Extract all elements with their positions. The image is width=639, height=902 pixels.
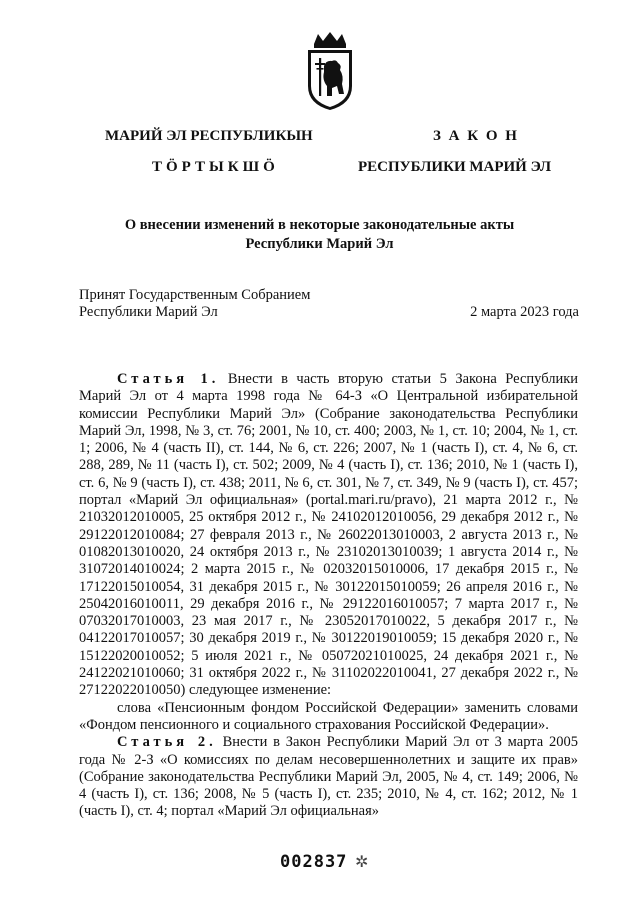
header-right-line2: РЕСПУБЛИКИ МАРИЙ ЭЛ [358, 159, 552, 175]
header-right-line1: З А К О Н [433, 128, 519, 144]
footer-mark: ✲ [355, 854, 369, 871]
article-1-text: Внести в часть вторую статьи 5 Закона Республики Марий Эл от 4 марта 1998 года № 64-З «О Центральной избирательной комиссии Республики Марий Эл» (Собрание законодательства Республики Марий Эл, 1998, № 3, ст. 76; 2001, № 10, ст. 400; 2003, № 1, ст. 10; 2004, № 1, ст. 1; 2006, № 4 (часть II), ст. 144, № 6, ст. 226; 2007, № 1 (часть I), ст. 4, № 6, ст. 288, 289, № 11 (часть I), ст. 502; 2009, № 4 (часть I), ст. 136; 2010, № 1 (часть I), ст. 6, № 9 (часть I), ст. 438; 2011, № 6, ст. 301, № 7, ст. 349, № 9 (часть I), ст. 457; портал «Марий Эл официальная» (portal.mari.ru/pravo), 21 марта 2012 г., № 21032012010005, 25 октября 2012 г., № 24102012010056, 29 декабря 2012 г., № 29122012010084; 27 февраля 2013 г., № 26022013010003, 2 августа 2013 г., № 01082013010020, 24 октября 2013 г., № 23102013010039; 1 августа 2014 г., № 31072014010024; 2 марта 2015 г., № 02032015010006, 17 декабря 2015 г., № 17122015010054, 31 декабря 2015 г., № 30122015010059; 26 апреля 2016 г., № 25042016010011, 29 декабря 2016 г., № 29122016010057; 7 марта 2017 г., № 07032017010003, 23 мая 2017 г., № 23052017010022, 5 декабря 2017 г., № 04122017010057; 30 декабря 2019 г., № 30122019010059; 15 декабря 2020 г., № 15122020010052; 5 июля 2021 г., № 05072021010025, 24 декабря 2021 г., № 24122021010060; 31 октября 2022 г., № 31102022010041, 27 декабря 2022 г., № 27122022010050) следующее изменение: [79, 371, 579, 699]
adopted-line2: Республики Марий Эл [79, 304, 218, 320]
adoption-block [79, 287, 579, 321]
serial-number: 002837 [280, 852, 348, 872]
article-1-change: слова «Пенсионным фондом Российской Федерации» заменить словами «Фондом пенсионного и социального страхования Российской Федерации». [79, 699, 578, 733]
adoption-date: 2 марта 2023 года [470, 304, 579, 320]
adopted-line1: Принят Государственным Собранием [79, 287, 311, 303]
article-1 [79, 371, 578, 700]
law-body [79, 371, 578, 821]
header-left-line1: МАРИЙ ЭЛ РЕСПУБЛИКЫН [105, 128, 313, 144]
article-2-label: Статья 2. [117, 734, 217, 751]
article-1-label: Статья 1. [117, 371, 220, 387]
article-2 [79, 734, 578, 820]
header-left-line2: ТӦРТЫКШӦ [152, 159, 279, 175]
law-title-line1: О внесении изменений в некоторые законодательные акты [124, 217, 515, 233]
coat-of-arms-emblem [302, 30, 358, 112]
law-title-line2: Республики Марий Эл [245, 236, 394, 252]
article-2-text: Внести в Закон Республики Марий Эл от 3 марта 2005 года № 2-З «О комиссиях по делам несовершеннолетних и защите их прав» (Собрание законодательства Республики Марий Эл, 2005, № 4, ст. 149; 2006, № 4 (часть I), ст. 136; 2008, № 5 (часть I), ст. 235; 2010, № 4, ст. 162; 2012, № 1 (часть I), ст. 4; портал «Марий Эл официальная» [79, 734, 578, 820]
law-title [60, 216, 579, 254]
